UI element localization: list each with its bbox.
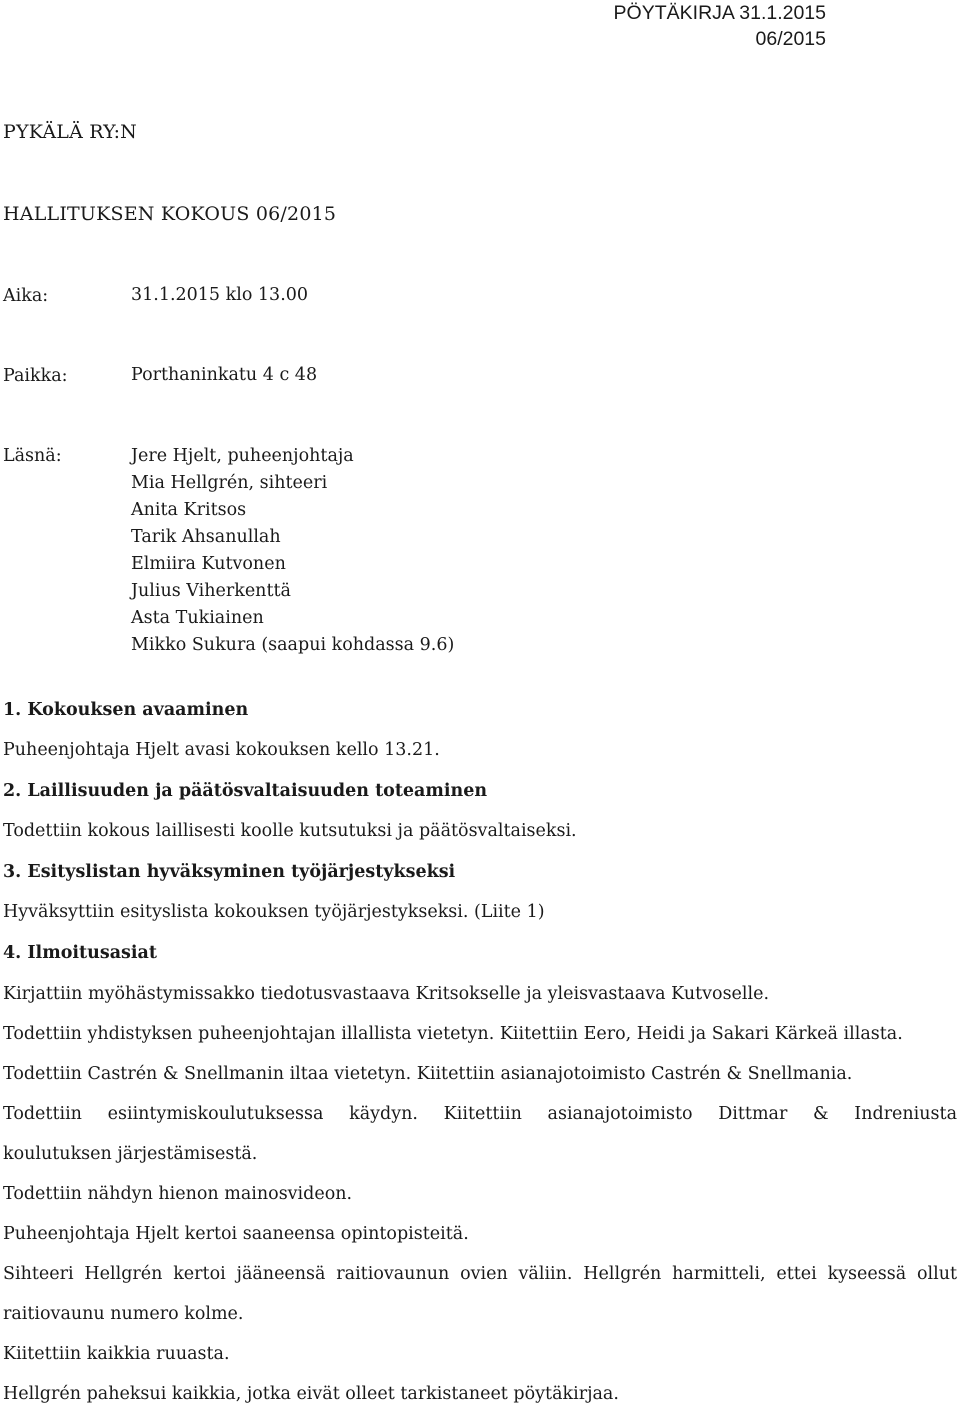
header-protocol-date: PÖYTÄKIRJA 31.1.2015 [613, 2, 826, 24]
announcement-line: Kiitettiin kaikkia ruuasta. [3, 1344, 230, 1364]
announcement-line: Sihteeri Hellgrén kertoi jääneensä raitiovaunun ovien väliin. Hellgrén harmitteli, ettei kyseessä ollut [3, 1264, 957, 1284]
announcement-line: Kirjattiin myöhästymissakko tiedotusvastaava Kritsokselle ja yleisvastaava Kutvoselle. [3, 984, 770, 1004]
announcement-line: Hellgrén paheksui kaikkia, jotka eivät olleet tarkistaneet pöytäkirjaa. [3, 1384, 619, 1404]
announcement-line: Todettiin nähdyn hienon mainosvideon. [3, 1184, 353, 1204]
attendee: Julius Viherkenttä [131, 581, 291, 601]
announcement-line: koulutuksen järjestämisestä. [3, 1144, 258, 1164]
attendee: Mia Hellgrén, sihteeri [131, 473, 328, 493]
attendee: Anita Kritsos [131, 500, 247, 520]
section-2-title: 2. Laillisuuden ja päätösvaltaisuuden toteaminen [3, 781, 488, 801]
document-header [614, 0, 826, 52]
attendee: Jere Hjelt, puheenjohtaja [131, 446, 354, 466]
present-list [131, 443, 454, 659]
section-1-text: Puheenjohtaja Hjelt avasi kokouksen kello 13.21. [3, 740, 440, 760]
present-label: Läsnä: [3, 446, 62, 466]
header-meeting-number: 06/2015 [755, 28, 826, 50]
time-label: Aika: [3, 286, 49, 306]
announcement-line: Todettiin esiintymiskoulutuksessa käydyn. Kiitettiin asianajotoimisto Dittmar & Indreniusta [3, 1104, 957, 1124]
organization-title: PYKÄLÄ RY:N [3, 121, 137, 143]
attendee: Tarik Ahsanullah [131, 527, 281, 547]
announcements [3, 974, 957, 1414]
place-value: Porthaninkatu 4 c 48 [131, 365, 318, 385]
attendee: Elmiira Kutvonen [131, 554, 286, 574]
announcement-line: raitiovaunu numero kolme. [3, 1304, 244, 1324]
announcement-line: Todettiin yhdistyksen puheenjohtajan illallista vietetyn. Kiitettiin Eero, Heidi ja Sakari Kärkeä illasta. [3, 1024, 903, 1044]
announcement-line: Puheenjohtaja Hjelt kertoi saaneensa opintopisteitä. [3, 1224, 469, 1244]
section-2-text: Todettiin kokous laillisesti koolle kutsutuksi ja päätösvaltaiseksi. [3, 821, 577, 841]
section-1-title: 1. Kokouksen avaaminen [3, 700, 249, 720]
attendee: Mikko Sukura (saapui kohdassa 9.6) [131, 635, 455, 655]
place-label: Paikka: [3, 366, 68, 386]
meeting-title: HALLITUKSEN KOKOUS 06/2015 [3, 203, 337, 225]
section-3-title: 3. Esityslistan hyväksyminen työjärjestykseksi [3, 862, 456, 882]
section-4-title: 4. Ilmoitusasiat [3, 943, 157, 963]
announcement-line: Todettiin Castrén & Snellmanin iltaa vietetyn. Kiitettiin asianajotoimisto Castrén & Snellmania. [3, 1064, 853, 1084]
time-value: 31.1.2015 klo 13.00 [131, 285, 309, 305]
attendee: Asta Tukiainen [131, 608, 264, 628]
section-3-text: Hyväksyttiin esityslista kokouksen työjärjestykseksi. (Liite 1) [3, 902, 545, 922]
